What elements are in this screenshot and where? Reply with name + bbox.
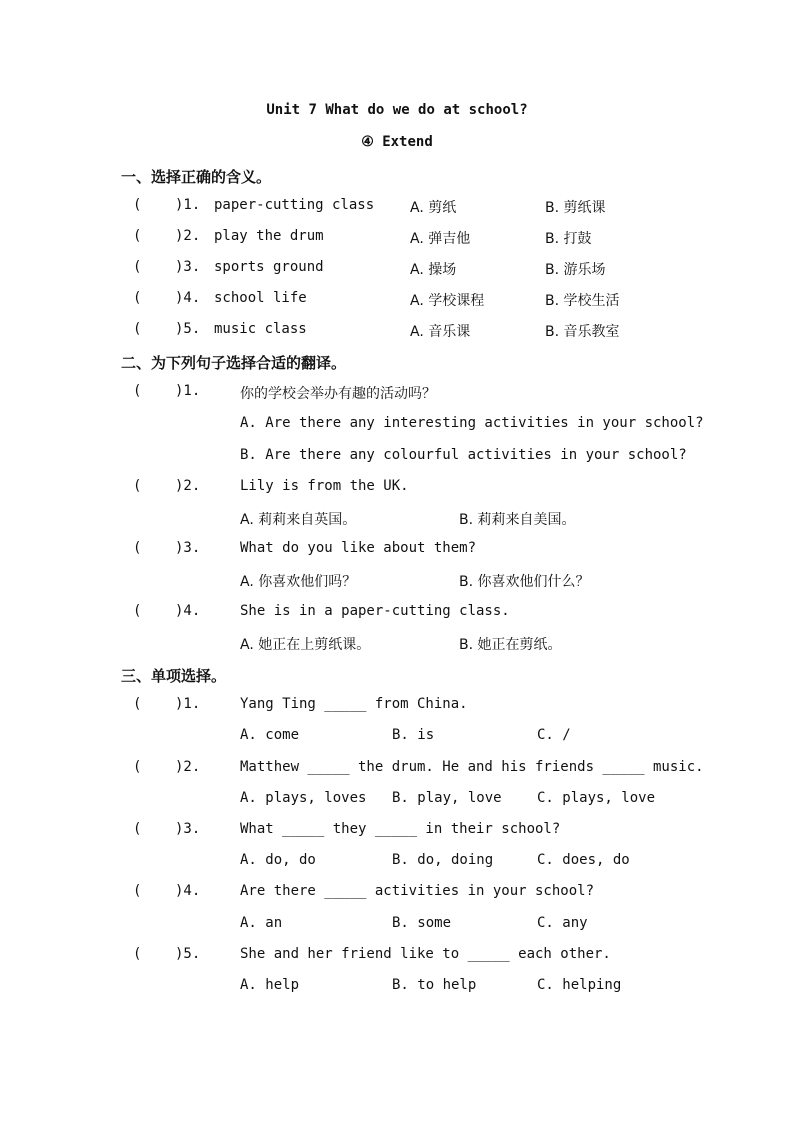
answer-bracket: (: [133, 540, 142, 556]
answer-bracket: (: [133, 290, 142, 306]
s3-item-3-options: [0, 852, 794, 874]
item-question: 你的学校会举办有趣的活动吗？: [240, 386, 436, 402]
option-a: A. plays, loves: [240, 790, 367, 806]
item-number: )2.: [175, 228, 201, 244]
option-b: B. do, doing: [392, 852, 494, 868]
s1-item-4: [0, 290, 794, 312]
s3-item-4: [0, 883, 794, 905]
s3-item-3: [0, 821, 794, 843]
page-subtitle: ④ Extend: [361, 134, 433, 150]
item-question: Lily is from the UK.: [240, 478, 409, 494]
option-b: B. 莉莉来自美国。: [459, 512, 576, 528]
item-number: )4.: [175, 603, 201, 619]
option-b: B. 打鼓: [545, 231, 592, 247]
s2-item-3: [0, 540, 794, 562]
option-b: B. play, love: [392, 790, 502, 806]
option-a: A. 学校课程: [410, 293, 485, 309]
item-question: Yang Ting _____ from China.: [240, 696, 468, 712]
s3-item-2: [0, 759, 794, 781]
option-b: B. 音乐教室: [545, 324, 620, 340]
s1-item-2: [0, 228, 794, 250]
answer-bracket: (: [133, 759, 142, 775]
answer-bracket: (: [133, 946, 142, 962]
s2-item-2: [0, 478, 794, 500]
s3-item-5-options: [0, 977, 794, 999]
option-c: C. does, do: [537, 852, 630, 868]
item-question: Matthew _____ the drum. He and his friends _____ music.: [240, 759, 704, 775]
s3-item-4-options: [0, 915, 794, 937]
s3-item-1-options: [0, 727, 794, 749]
answer-bracket: (: [133, 383, 142, 399]
option-a: A. an: [240, 915, 283, 931]
item-question: She and her friend like to _____ each other.: [240, 946, 611, 962]
option-a: A. 操场: [410, 262, 457, 278]
s1-item-5: [0, 321, 794, 343]
s2-item-1-option-b-row: [0, 447, 794, 469]
item-number: )4.: [175, 883, 201, 899]
s2-item-2-options: [0, 509, 794, 531]
item-number: )3.: [175, 821, 201, 837]
s2-item-1-option-a-row: [0, 415, 794, 437]
s2-item-1: [0, 383, 794, 405]
option-c: C. any: [537, 915, 588, 931]
option-b: B. 她正在剪纸。: [459, 637, 562, 653]
item-number: )1.: [175, 197, 201, 213]
option-a: A. help: [240, 977, 300, 993]
s3-item-5: [0, 946, 794, 968]
answer-bracket: (: [133, 696, 142, 712]
item-term: school life: [214, 290, 307, 306]
option-a: A. 剪纸: [410, 200, 457, 216]
answer-bracket: (: [133, 197, 142, 213]
item-number: )3.: [175, 540, 201, 556]
section-2-heading: 二、为下列句子选择合适的翻译。: [121, 354, 347, 372]
option-b: B. 学校生活: [545, 293, 620, 309]
item-number: )3.: [175, 259, 201, 275]
item-term: music class: [214, 321, 307, 337]
item-number: )2.: [175, 478, 201, 494]
option-a: A. 音乐课: [410, 324, 471, 340]
option-b: B. 你喜欢他们什么？: [459, 574, 590, 590]
item-number: )2.: [175, 759, 201, 775]
item-question: Are there _____ activities in your school?: [240, 883, 595, 899]
item-term: play the drum: [214, 228, 324, 244]
item-number: )1.: [175, 383, 201, 399]
answer-bracket: (: [133, 883, 142, 899]
answer-bracket: (: [133, 478, 142, 494]
option-c: C. helping: [537, 977, 622, 993]
option-a: A. do, do: [240, 852, 316, 868]
s3-item-1: [0, 696, 794, 718]
answer-bracket: (: [133, 321, 142, 337]
page-title: Unit 7 What do we do at school?: [266, 102, 528, 118]
s2-item-4: [0, 603, 794, 625]
s1-item-3: [0, 259, 794, 281]
item-term: paper-cutting class: [214, 197, 375, 213]
s3-item-2-options: [0, 790, 794, 812]
option-b: B. to help: [392, 977, 477, 993]
option-b: B. is: [392, 727, 435, 743]
item-question: She is in a paper-cutting class.: [240, 603, 510, 619]
option-c: C. /: [537, 727, 571, 743]
item-question: What do you like about them?: [240, 540, 477, 556]
option-a: A. 莉莉来自英国。: [240, 512, 357, 528]
option-a: A. 她正在上剪纸课。: [240, 637, 371, 653]
answer-bracket: (: [133, 228, 142, 244]
option-b: B. 剪纸课: [545, 200, 606, 216]
section-1-heading: 一、选择正确的含义。: [121, 168, 272, 186]
item-question: What _____ they _____ in their school?: [240, 821, 561, 837]
answer-bracket: (: [133, 259, 142, 275]
s1-item-1: [0, 197, 794, 219]
option-a: A. Are there any interesting activities in your school?: [240, 415, 704, 431]
item-number: )1.: [175, 696, 201, 712]
item-number: )5.: [175, 321, 201, 337]
section-3-heading: 三、单项选择。: [121, 667, 227, 685]
item-number: )4.: [175, 290, 201, 306]
option-c: C. plays, love: [537, 790, 656, 806]
option-a: A. 弹吉他: [410, 231, 471, 247]
option-a: A. come: [240, 727, 300, 743]
item-number: )5.: [175, 946, 201, 962]
item-term: sports ground: [214, 259, 324, 275]
option-b: B. Are there any colourful activities in your school?: [240, 447, 687, 463]
s2-item-4-options: [0, 634, 794, 656]
option-b: B. some: [392, 915, 452, 931]
option-b: B. 游乐场: [545, 262, 606, 278]
answer-bracket: (: [133, 603, 142, 619]
option-a: A. 你喜欢他们吗？: [240, 574, 357, 590]
answer-bracket: (: [133, 821, 142, 837]
s2-item-3-options: [0, 571, 794, 593]
